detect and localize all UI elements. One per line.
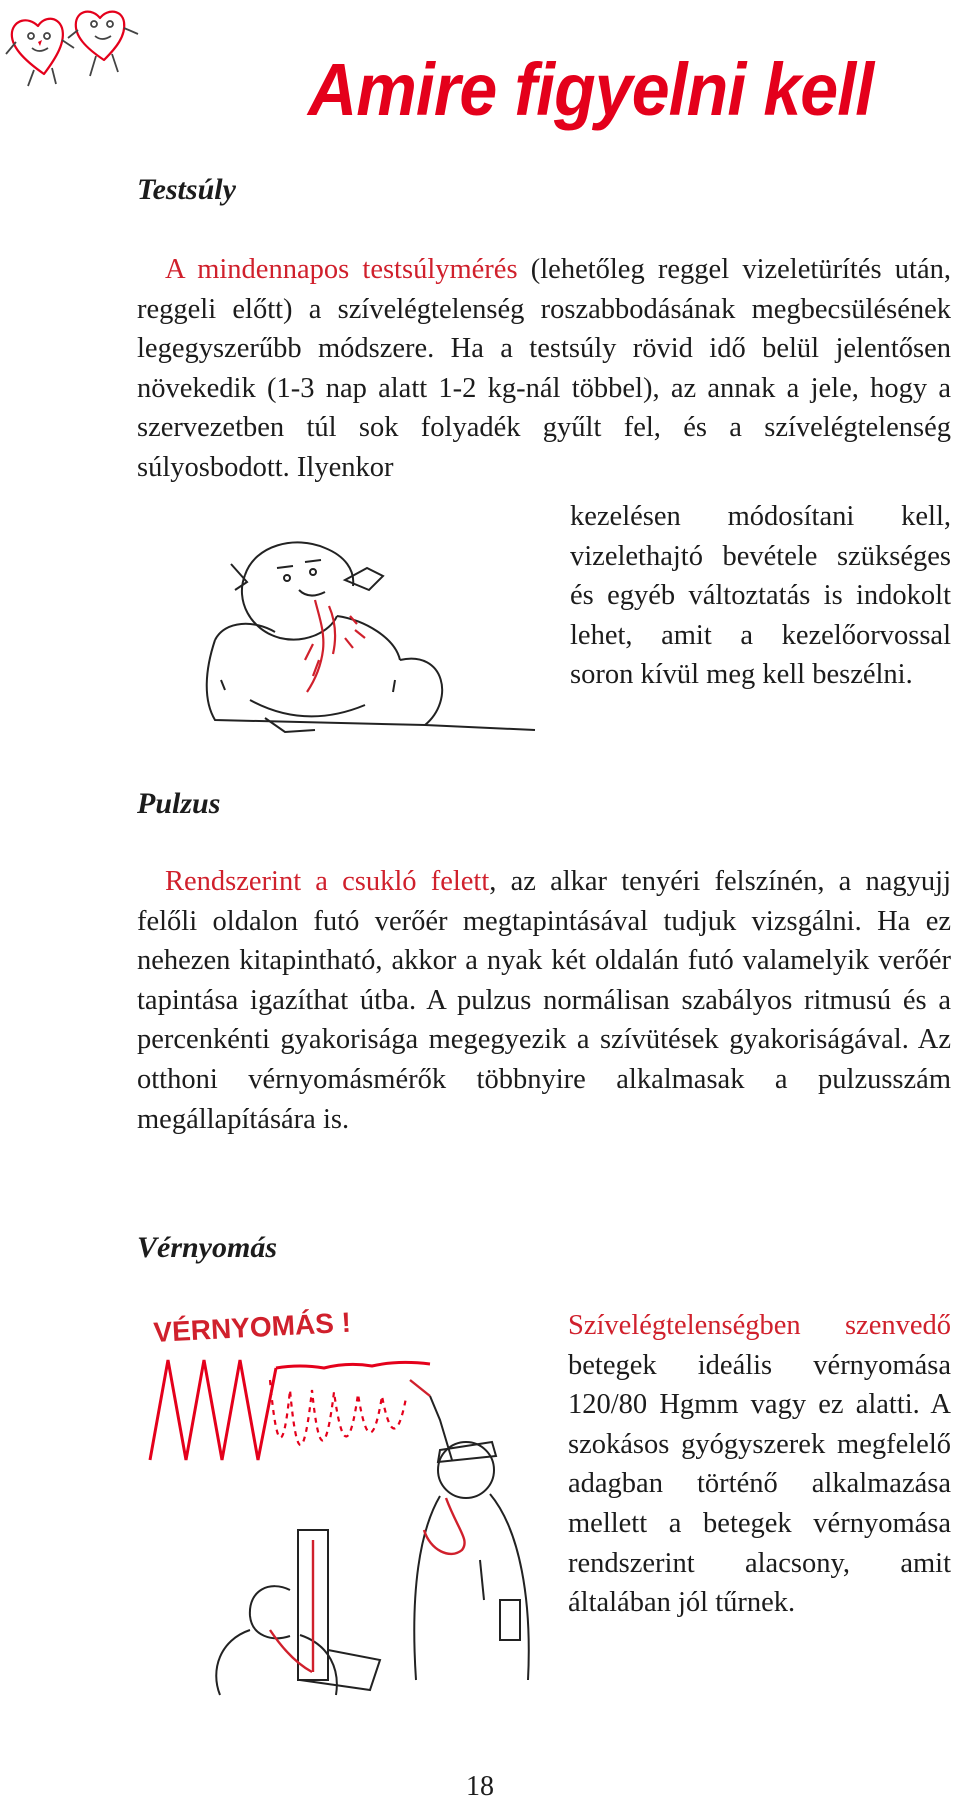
- hearts-logo-icon: [4, 2, 154, 90]
- testsuly-highlight: A mindennapos testsúlymérés: [165, 254, 518, 285]
- pulzus-highlight: Rendszerint a csukló felett: [165, 866, 490, 897]
- testsuly-text-continued: kezelésen módosítani kell, vizelethajtó bevétele szükséges és egyéb változtatás is indokolt lehet, amit a kezelőorvossal soron kívül meg kell beszélni.: [570, 501, 951, 691]
- pulzus-text: , az alkar tenyéri felszínén, a nagyujj felőli oldalon futó verőér megtapintásával tudjuk vizsgálni. Ha ez nehezen kitapintható, akkor a nyak két oldalán futó valamelyik verőér tapintása igazíthat útba. A pulzus normálisan szabályos ritmusú és a percenkénti gyakorisága megegyezik a szívütések gyakoriságával. Az otthoni vérnyomásmérők többnyire alkalmasak a pulzusszám megállapítására is.: [137, 866, 952, 1135]
- testsuly-text: (lehetőleg reggel vizeletürítés után, reggeli előtt) a szívelégtelenség roszabbodásának megbecsülésének legegyszerűbb módszere. Ha a testsúly rövid idő belül jelentősen növekedik (1-3 nap alatt 1-2 kg-nál többel), az annak a jele, hogy a szervezetben túl sok folyadék gyűlt fel, és a szívelégtelenség súlyosbodott. Ilyenkor: [137, 254, 951, 483]
- page-title: Amire figyelni kell: [308, 48, 874, 131]
- testsuly-paragraph: [137, 250, 951, 488]
- blood-pressure-cartoon-icon: [140, 1300, 550, 1700]
- vernyomas-text: betegek ideális vérnyomása 120/80 Hgmm vagy ez alatti. A szokásos gyógyszerek megfelelő adagban történő alkalmazása mellett a betegek vérnyomása rendszerint alacsony, amit általában jól tűrnek.: [568, 1349, 951, 1619]
- section-heading-vernyomas: Vérnyomás: [137, 1231, 278, 1264]
- testsuly-paragraph-continued: [570, 497, 951, 695]
- pulzus-paragraph: [137, 862, 951, 1139]
- eating-man-cartoon-icon: [195, 520, 555, 740]
- section-heading-pulzus: Pulzus: [137, 787, 221, 820]
- section-heading-testsuly: Testsúly: [137, 173, 236, 206]
- vernyomas-highlight: Szívelégtelenségben szenvedő: [568, 1310, 951, 1341]
- cartoon-caption: VÉRNYOMÁS !: [152, 1306, 352, 1348]
- page-number: 18: [466, 1771, 494, 1802]
- vernyomas-paragraph: [568, 1306, 951, 1623]
